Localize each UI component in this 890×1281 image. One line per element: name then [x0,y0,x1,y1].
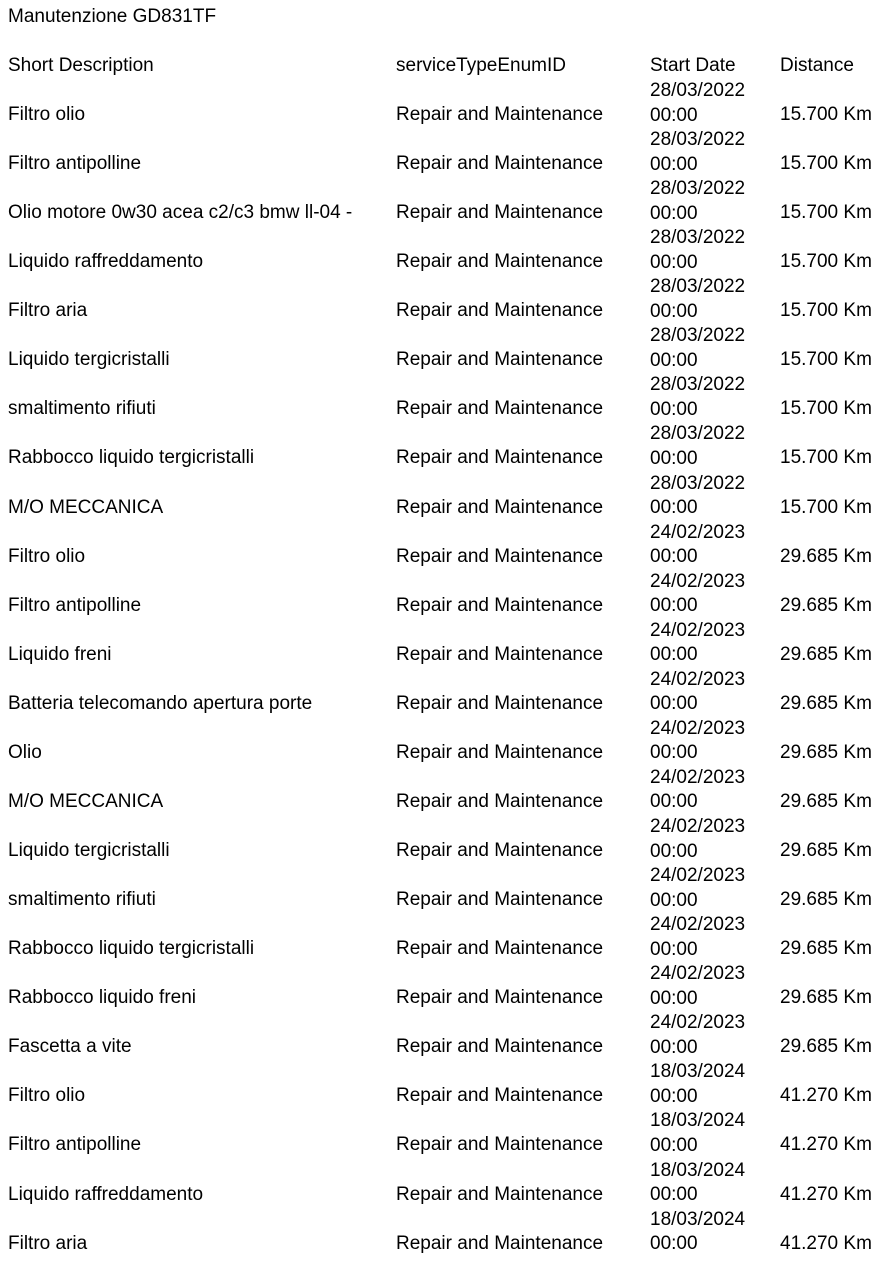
row-start-date-day: 18/03/2024 [650,1110,746,1132]
row-start-date-time: 00:00 [650,889,698,911]
row-distance: 15.700 Km [780,300,872,322]
table-row [0,1208,890,1281]
table-row [0,766,890,839]
table-row [0,178,890,250]
row-distance: 15.700 Km [780,104,872,125]
row-description: Filtro antipolline [8,1134,142,1156]
page-title: Manutenzione GD831TF [8,6,217,27]
row-service-type: Repair and Maintenance [396,889,604,911]
row-start-date-time: 00:00 [650,447,698,469]
table-row [0,423,890,495]
row-start-date-time: 00:00 [650,693,698,715]
row-description: Liquido tergicristalli [8,840,170,862]
row-start-date [650,1060,745,1109]
row-start-date-day: 24/02/2023 [650,816,746,838]
row-distance: 15.700 Km [780,153,872,175]
column-header-service-type: serviceTypeEnumID [396,55,567,76]
row-service-type: Repair and Maintenance [396,153,604,175]
row-start-date-time: 00:00 [650,398,698,420]
row-start-date-day: 24/02/2023 [650,668,746,690]
row-start-date-day: 28/03/2022 [650,80,746,101]
row-start-date-day: 28/03/2022 [650,129,746,151]
table-row [0,865,890,937]
column-header-description: Short Description [8,55,154,76]
row-start-date-time: 00:00 [650,153,698,175]
row-service-type: Repair and Maintenance [396,104,604,125]
table-row [0,80,890,152]
row-distance: 29.685 Km [780,987,872,1009]
row-description: Batteria telecomando apertura porte [8,692,313,714]
row-service-type: Repair and Maintenance [396,1036,604,1058]
row-start-date-day: 24/02/2023 [650,1012,746,1034]
column-header-distance: Distance [780,55,854,76]
row-start-date-day: 28/03/2022 [650,227,746,249]
table-row [0,1159,890,1232]
row-start-date-time: 00:00 [650,595,698,617]
row-start-date [650,422,745,471]
row-start-date [650,472,745,521]
row-description: M/O MECCANICA [8,496,164,518]
row-start-date [650,815,745,864]
row-start-date [650,1109,745,1158]
row-distance: 29.685 Km [780,790,872,812]
row-description: Olio motore 0w30 acea c2/c3 bmw ll-04 - [8,202,353,224]
row-distance: 41.270 Km [780,1134,872,1156]
row-service-type: Repair and Maintenance [396,1232,604,1254]
row-start-date [650,766,745,815]
row-distance: 29.685 Km [780,840,872,862]
row-distance: 41.270 Km [780,1085,872,1107]
row-description: Fascetta a vite [8,1036,132,1058]
row-start-date-day: 28/03/2022 [650,374,746,396]
row-start-date-time: 00:00 [650,546,698,568]
row-start-date-time: 00:00 [650,497,698,519]
row-start-date-time: 00:00 [650,104,698,126]
row-start-date-day: 28/03/2022 [650,325,746,347]
row-service-type: Repair and Maintenance [396,594,604,616]
row-description: Filtro aria [8,1232,88,1254]
row-start-date-time: 00:00 [650,1036,698,1058]
row-service-type: Repair and Maintenance [396,496,604,518]
row-start-date-day: 28/03/2022 [650,178,746,200]
row-description: Liquido raffreddamento [8,1183,204,1205]
table-row [0,1110,890,1182]
row-service-type: Repair and Maintenance [396,398,604,420]
row-service-type: Repair and Maintenance [396,840,604,862]
row-distance: 29.685 Km [780,741,872,763]
row-distance: 15.700 Km [780,447,872,469]
row-start-date-day: 24/02/2023 [650,521,746,543]
row-distance: 29.685 Km [780,643,872,665]
row-distance: 15.700 Km [780,202,872,224]
row-service-type: Repair and Maintenance [396,1134,604,1156]
row-start-date [650,521,745,570]
row-start-date-time: 00:00 [650,987,698,1009]
column-header-start-date: Start Date [650,55,736,76]
row-description: Liquido tergicristalli [8,349,170,371]
row-service-type: Repair and Maintenance [396,300,604,322]
table-row [0,521,890,594]
row-start-date [650,324,745,373]
row-distance: 15.700 Km [780,398,872,420]
row-description: Liquido raffreddamento [8,251,204,273]
row-start-date [650,913,745,962]
row-start-date-day: 24/02/2023 [650,570,746,592]
row-start-date-day: 28/03/2022 [650,423,746,445]
row-description: Filtro olio [8,1085,86,1107]
row-start-date-time: 00:00 [650,251,698,273]
row-start-date-time: 00:00 [650,938,698,960]
row-start-date [650,864,745,913]
row-description: Rabbocco liquido freni [8,987,197,1009]
row-distance: 29.685 Km [780,889,872,911]
row-start-date [650,128,745,177]
row-start-date-time: 00:00 [650,1184,698,1206]
row-start-date-day: 18/03/2024 [650,1208,746,1230]
row-start-date [650,226,745,275]
table-row [0,717,890,790]
row-start-date-day: 24/02/2023 [650,619,746,641]
row-distance: 15.700 Km [780,496,872,518]
row-start-date [650,79,745,128]
row-start-date [650,962,745,1011]
row-start-date-day: 24/02/2023 [650,963,746,985]
table-row [0,619,890,692]
row-distance: 41.270 Km [780,1232,872,1254]
row-start-date [650,570,745,619]
row-distance: 29.685 Km [780,545,872,567]
table-row [0,914,890,986]
row-description: Liquido freni [8,643,112,665]
table-row [0,129,890,201]
table-row [0,276,890,348]
row-start-date-time: 00:00 [650,1134,698,1156]
row-start-date-day: 24/02/2023 [650,766,746,788]
row-start-date [650,1159,745,1208]
row-description: Rabbocco liquido tergicristalli [8,447,255,469]
row-distance: 29.685 Km [780,1036,872,1058]
row-description: Filtro olio [8,545,86,567]
row-service-type: Repair and Maintenance [396,1183,604,1205]
row-start-date [650,619,745,668]
row-description: smaltimento rifiuti [8,889,156,911]
row-distance: 15.700 Km [780,349,872,371]
row-start-date [650,668,745,717]
row-start-date-day: 18/03/2024 [650,1159,746,1181]
table-row [0,570,890,643]
table-row [0,374,890,446]
row-distance: 29.685 Km [780,594,872,616]
row-service-type: Repair and Maintenance [396,987,604,1009]
row-service-type: Repair and Maintenance [396,202,604,224]
row-start-date-time: 00:00 [650,742,698,764]
row-start-date-time: 00:00 [650,644,698,666]
row-distance: 15.700 Km [780,251,872,273]
row-description: smaltimento rifiuti [8,398,156,420]
row-description: Rabbocco liquido tergicristalli [8,938,255,960]
row-service-type: Repair and Maintenance [396,447,604,469]
row-service-type: Repair and Maintenance [396,741,604,763]
row-description: M/O MECCANICA [8,790,164,812]
row-start-date-time: 00:00 [650,1085,698,1107]
row-distance: 41.270 Km [780,1183,872,1205]
row-start-date [650,1208,745,1257]
row-service-type: Repair and Maintenance [396,349,604,371]
row-start-date-time: 00:00 [650,349,698,371]
row-start-date-day: 24/02/2023 [650,914,746,936]
table-row [0,227,890,299]
row-start-date-day: 28/03/2022 [650,276,746,298]
row-start-date [650,717,745,766]
row-description: Filtro antipolline [8,153,142,175]
row-description: Olio [8,741,42,763]
row-distance: 29.685 Km [780,692,872,714]
row-start-date [650,177,745,226]
row-service-type: Repair and Maintenance [396,938,604,960]
row-service-type: Repair and Maintenance [396,545,604,567]
row-service-type: Repair and Maintenance [396,251,604,273]
row-service-type: Repair and Maintenance [396,643,604,665]
table-row [0,668,890,741]
table-header [0,54,890,103]
row-description: Filtro aria [8,300,88,322]
row-start-date-day: 28/03/2022 [650,472,746,494]
row-start-date [650,1011,745,1060]
row-start-date-time: 00:00 [650,202,698,224]
row-distance: 29.685 Km [780,938,872,960]
row-start-date-time: 00:00 [650,300,698,322]
row-start-date-day: 24/02/2023 [650,865,746,887]
row-service-type: Repair and Maintenance [396,1085,604,1107]
row-start-date-day: 18/03/2024 [650,1061,746,1083]
row-service-type: Repair and Maintenance [396,790,604,812]
table-row [0,963,890,1035]
table-row [0,472,890,545]
row-description: Filtro antipolline [8,594,142,616]
row-start-date [650,275,745,324]
table-row [0,816,890,888]
row-description: Filtro olio [8,104,86,125]
row-start-date-day: 24/02/2023 [650,717,746,739]
table-row [0,1012,890,1084]
table-row [0,325,890,397]
row-start-date [650,373,745,422]
row-start-date-time: 00:00 [650,1233,698,1255]
table-row [0,1061,890,1133]
row-start-date-time: 00:00 [650,840,698,862]
row-start-date-time: 00:00 [650,791,698,813]
row-service-type: Repair and Maintenance [396,692,604,714]
